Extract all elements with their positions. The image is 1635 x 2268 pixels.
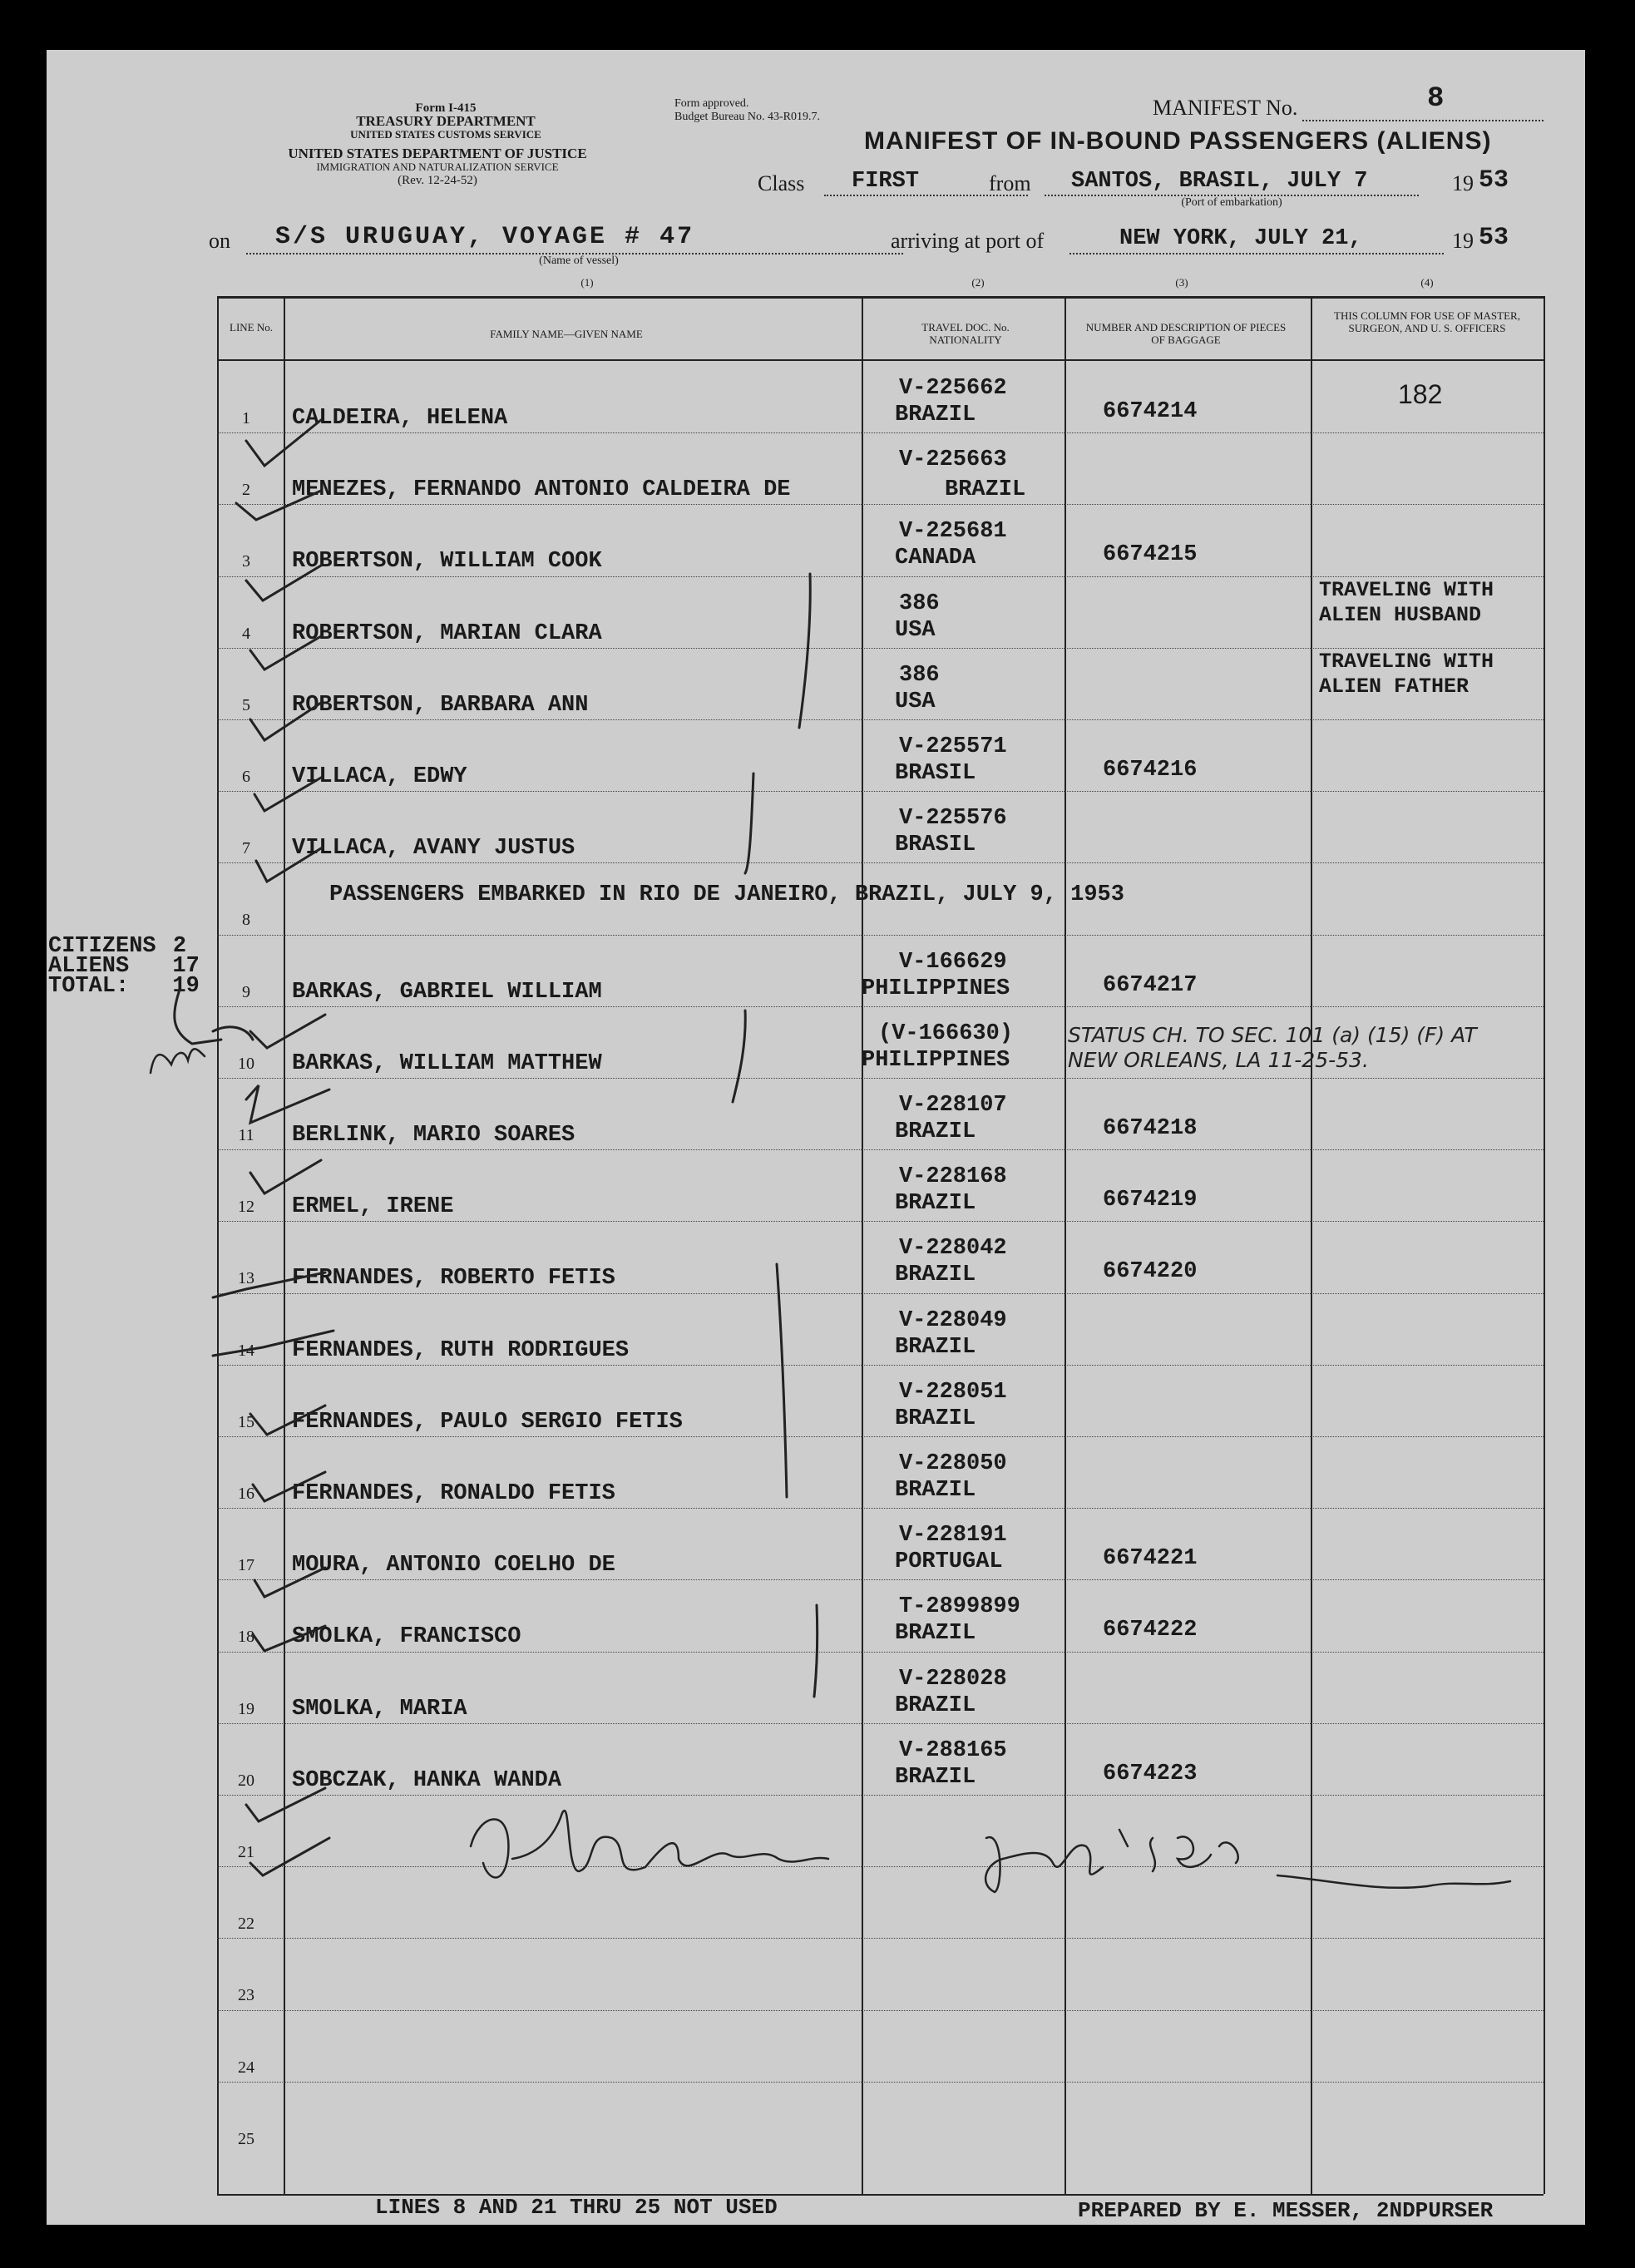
header-travel-doc: TRAVEL DOC. No. NATIONALITY (921, 321, 1010, 346)
row-passenger-name: CALDEIRA, HELENA (292, 406, 508, 431)
row-passenger-name: MENEZES, FERNANDO ANTONIO CALDEIRA DE (292, 477, 791, 503)
customs-service: UNITED STATES CUSTOMS SERVICE (350, 128, 541, 141)
col-num-4: (4) (1420, 276, 1434, 289)
citizens-label: CITIZENS (48, 934, 156, 959)
row-baggage: 6674222 (1103, 1618, 1198, 1643)
row-nationality: USA (895, 617, 936, 643)
row-line-number: 15 (238, 1412, 254, 1431)
row-passenger-name: ROBERTSON, BARBARA ANN (292, 692, 589, 718)
budget-bureau: Budget Bureau No. 43-R019.7. (674, 111, 820, 123)
port-caption: (Port of embarkation) (1181, 196, 1282, 209)
row-travel-doc: V-225663 (899, 447, 1007, 473)
year-value: 53 (1479, 166, 1509, 195)
aliens-value: 17 (172, 954, 200, 979)
row-baggage: 6674221 (1103, 1546, 1198, 1572)
on-label: on (209, 229, 230, 253)
row-baggage: 6674219 (1103, 1188, 1198, 1213)
row-passenger-name: FERNANDES, PAULO SERGIO FETIS (292, 1409, 683, 1435)
row-nationality: BRAZIL (895, 1119, 976, 1144)
justice-dept: UNITED STATES DEPARTMENT OF JUSTICE (288, 146, 587, 161)
row-nationality: BRAZIL (895, 1478, 976, 1503)
arriving-value: NEW YORK, JULY 21, (1119, 226, 1362, 251)
header-name: FAMILY NAME—GIVEN NAME (490, 328, 643, 340)
total-value: 19 (172, 974, 200, 999)
row-nationality: BRAZIL (895, 1692, 976, 1718)
row-travel-doc: V-288165 (899, 1737, 1007, 1763)
row-passenger-name: SMOLKA, FRANCISCO (292, 1624, 521, 1650)
header-line-no: LINE No. (230, 321, 273, 334)
form-number: Form I-415 (415, 101, 477, 115)
col-num-2: (2) (971, 276, 985, 289)
row-travel-doc: V-225576 (899, 806, 1007, 832)
row-baggage: 6674216 (1103, 758, 1198, 783)
row-travel-doc: V-228051 (899, 1379, 1007, 1405)
row-passenger-name: FERNANDES, RUTH RODRIGUES (292, 1337, 630, 1363)
row-nationality: BRAZIL (895, 1406, 976, 1431)
row-travel-doc: 386 (899, 590, 940, 616)
row-line-number: 14 (238, 1341, 254, 1360)
row-nationality: CANADA (895, 546, 976, 571)
row-line-number: 3 (242, 552, 250, 571)
manifest-title: MANIFEST OF IN-BOUND PASSENGERS (ALIENS) (864, 127, 1492, 155)
row-nationality: BRAZIL (895, 1262, 976, 1288)
row-passenger-name: FERNANDES, RONALDO FETIS (292, 1481, 615, 1506)
row-line-number: 4 (242, 624, 250, 643)
row-nationality: BRASIL (895, 761, 976, 786)
row-travel-doc: V-228191 (899, 1523, 1007, 1549)
vessel-value: S/S URUGUAY, VOYAGE # 47 (275, 223, 695, 251)
embarkation-heading: PASSENGERS EMBARKED IN RIO DE JANEIRO, BRAZIL, JULY 9, 1953 (329, 882, 1124, 908)
row-line-number: 16 (238, 1485, 254, 1503)
manifest-page (47, 50, 1585, 2225)
row-travel-doc: V-228049 (899, 1307, 1007, 1333)
manifest-no-value: 8 (1427, 83, 1445, 115)
citizens-value: 2 (172, 934, 187, 959)
row-passenger-name: BARKAS, GABRIEL WILLIAM (292, 979, 602, 1005)
row-travel-doc: V-225681 (899, 519, 1007, 545)
row-travel-doc: V-228168 (899, 1164, 1007, 1190)
row-travel-doc: T-2899899 (899, 1594, 1020, 1620)
arriving-label: arriving at port of (891, 229, 1045, 253)
row-baggage: 6674214 (1103, 399, 1198, 424)
row-baggage: 6674215 (1103, 542, 1198, 568)
row-nationality: BRAZIL (895, 1764, 976, 1790)
status-annotation-line1: STATUS CH. TO SEC. 101 (a) (15) (F) AT (1068, 1023, 1477, 1047)
class-label: Class (758, 171, 805, 195)
vessel-caption: (Name of vessel) (539, 254, 619, 267)
row-line-number: 13 (238, 1269, 254, 1288)
row-passenger-name: ROBERTSON, MARIAN CLARA (292, 620, 602, 646)
row-baggage: 6674223 (1103, 1761, 1198, 1786)
row-line-number: 12 (238, 1198, 254, 1217)
manifest-no-label: MANIFEST No. (1153, 96, 1298, 120)
form-revision: (Rev. 12-24-52) (398, 174, 477, 187)
from-label: from (989, 171, 1031, 195)
row-line-number: 5 (242, 695, 250, 714)
row-line-number: 20 (238, 1771, 254, 1790)
row-line-number: 8 (242, 911, 250, 930)
row-passenger-name: ERMEL, IRENE (292, 1194, 454, 1220)
row-line-number: 24 (238, 2058, 254, 2077)
row-officer-remark: TRAVELING WITH ALIEN HUSBAND (1319, 577, 1494, 627)
from-value: SANTOS, BRASIL, JULY 7 (1071, 169, 1368, 194)
row-travel-doc: V-166629 (899, 949, 1007, 975)
row-passenger-name: MOURA, ANTONIO COELHO DE (292, 1553, 615, 1579)
row-line-number: 19 (238, 1699, 254, 1718)
row-nationality: BRAZIL (895, 1191, 976, 1217)
row-line-number: 9 (242, 982, 250, 1001)
row-line-number: 11 (238, 1126, 254, 1144)
row-line-number: 22 (238, 1915, 254, 1934)
row-baggage: 6674217 (1103, 972, 1198, 998)
row-nationality: PORTUGAL (895, 1549, 1003, 1575)
row-travel-doc: V-225571 (899, 734, 1007, 759)
col-num-3: (3) (1175, 276, 1188, 289)
row-nationality: BRAZIL (895, 403, 976, 427)
header-baggage: NUMBER AND DESCRIPTION OF PIECES OF BAGGAGE (1085, 321, 1287, 346)
row-line-number: 6 (242, 768, 250, 786)
row-line-number: 2 (242, 481, 250, 500)
ins-name: IMMIGRATION AND NATURALIZATION SERVICE (316, 161, 559, 173)
footer-not-used: LINES 8 AND 21 THRU 25 NOT USED (375, 2195, 778, 2220)
row-passenger-name: FERNANDES, ROBERTO FETIS (292, 1266, 615, 1292)
row-line-number: 21 (238, 1843, 254, 1861)
row-travel-doc: V-228050 (899, 1451, 1007, 1476)
class-value: FIRST (852, 169, 920, 194)
row-travel-doc: V-228042 (899, 1236, 1007, 1262)
footer-prepared-by: PREPARED BY E. MESSER, 2NDPURSER (1078, 2198, 1494, 2223)
row-nationality: BRAZIL (945, 477, 1026, 503)
year2-prefix: 19 (1452, 229, 1474, 253)
row-officer-remark: TRAVELING WITH ALIEN FATHER (1319, 649, 1494, 699)
row-nationality: BRAZIL (895, 1621, 976, 1647)
row-passenger-name: VILLACA, AVANY JUSTUS (292, 836, 575, 862)
row-nationality: PHILIPPINES (862, 1047, 1010, 1073)
row-travel-doc: V-225662 (899, 376, 1007, 401)
row-travel-doc: V-228028 (899, 1666, 1007, 1692)
total-label: TOTAL: (48, 974, 130, 999)
header-officers: THIS COLUMN FOR USE OF MASTER, SURGEON, AND U. S. OFFICERS (1334, 309, 1520, 334)
aliens-label: ALIENS (48, 954, 130, 979)
row-nationality: BRASIL (895, 833, 976, 858)
status-annotation-line2: NEW ORLEANS, LA 11-25-53. (1068, 1048, 1369, 1072)
row-baggage: 6674220 (1103, 1259, 1198, 1285)
row-passenger-name: BERLINK, MARIO SOARES (292, 1123, 575, 1148)
row-line-number: 23 (238, 1986, 254, 2005)
row-travel-doc: (V-166630) (878, 1020, 1014, 1046)
row-passenger-name: SMOLKA, MARIA (292, 1696, 467, 1722)
row-travel-doc: 386 (899, 662, 940, 688)
ink-marks (47, 50, 1585, 2225)
row-officer-remark: 182 (1398, 379, 1443, 409)
row-line-number: 10 (238, 1054, 254, 1073)
row-travel-doc: V-228107 (899, 1093, 1007, 1118)
row-passenger-name: VILLACA, EDWY (292, 764, 467, 789)
row-nationality: BRAZIL (895, 1334, 976, 1360)
col-num-1: (1) (580, 276, 594, 289)
row-line-number: 18 (238, 1628, 254, 1647)
row-nationality: USA (895, 689, 936, 714)
row-line-number: 17 (238, 1556, 254, 1575)
row-nationality: PHILIPPINES (862, 976, 1010, 1001)
row-line-number: 25 (238, 2129, 254, 2148)
form-approved: Form approved. (674, 97, 749, 110)
row-line-number: 7 (242, 839, 250, 858)
row-baggage: 6674218 (1103, 1116, 1198, 1141)
row-passenger-name: BARKAS, WILLIAM MATTHEW (292, 1050, 602, 1076)
row-passenger-name: ROBERTSON, WILLIAM COOK (292, 549, 602, 575)
treasury-dept: TREASURY DEPARTMENT (356, 113, 536, 129)
year2-value: 53 (1479, 224, 1509, 252)
year-prefix: 19 (1452, 171, 1474, 195)
row-line-number: 1 (242, 409, 250, 427)
row-passenger-name: SOBCZAK, HANKA WANDA (292, 1767, 562, 1793)
